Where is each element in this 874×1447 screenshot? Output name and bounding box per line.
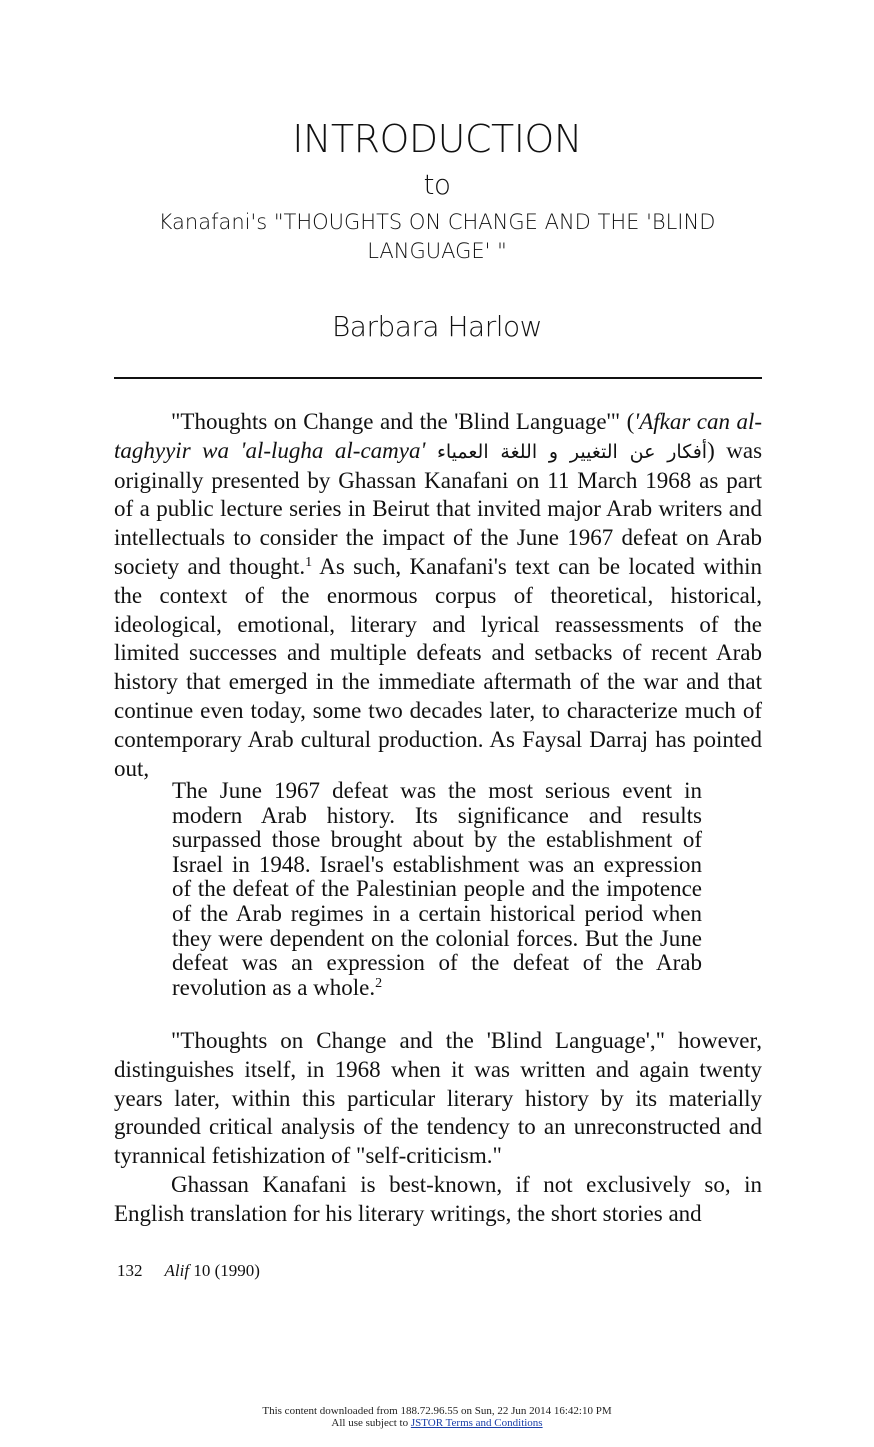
p1-open: "Thoughts on Change and the 'Blind Language'" ( xyxy=(171,409,635,434)
title-connector: to xyxy=(423,168,451,201)
p1-transliteration: 'Afkar can al-taghyyir wa 'al-lugha al-camya' xyxy=(114,409,762,463)
paragraphs-continued xyxy=(114,1027,762,1229)
page-number: 132 xyxy=(117,1261,143,1280)
paragraph-3: Ghassan Kanafani is best-known, if not exclusively so, in English translation for his literary writings, the short stories and xyxy=(114,1171,762,1226)
download-notice xyxy=(0,1405,874,1429)
journal-issue: 10 (1990) xyxy=(189,1261,260,1280)
p1-text-a: ) was originally presented by Ghassan Kanafani on 11 March 1968 as part of a public lecture series in Beirut that invited major Arab writers and intellectuals to consider the impact of the June 1967 defeat on Arab society and thought. xyxy=(114,437,763,579)
author-name: Barbara Harlow xyxy=(331,310,543,343)
terms-prefix: All use subject to xyxy=(331,1417,411,1429)
terms-line xyxy=(0,1417,874,1429)
paragraph-2: "Thoughts on Change and the 'Blind Language'," however, distinguishes itself, in 1968 when it was written and again twenty years later, within this particular literary history by its materially grounded critical analysis of the tendency to an unreconstructed and tyrannical fetishization of "self-criticism." xyxy=(114,1028,762,1169)
page-footer xyxy=(117,1261,260,1281)
journal-citation xyxy=(165,1261,260,1280)
title-divider xyxy=(114,377,762,379)
download-notice-line: This content downloaded from 188.72.96.55 on Sun, 22 Jun 2014 16:42:10 PM xyxy=(262,1405,612,1417)
article-title: INTRODUCTION xyxy=(292,117,582,161)
journal-name: Alif xyxy=(164,1261,190,1280)
footnote-ref-1[interactable]: 1 xyxy=(305,554,313,570)
quote-text: The June 1967 defeat was the most serious event in modern Arab history. Its significance and results surpassed those brought about by the establishment of Israel in 1948. Israel's establishment was an expression of the defeat of the Palestinian people and the impotence of the Arab regimes in a certain historical period when they were dependent on the colonial forces. But the June defeat was an expression of the defeat of the Arab revolution as a whole. xyxy=(172,778,702,1000)
p1-arabic-title: أفكار عن التغيير و اللغة العمياء xyxy=(436,440,708,463)
jstor-terms-link[interactable]: JSTOR Terms and Conditions xyxy=(410,1417,543,1429)
p1-text-b: As such, Kanafani's text can be located within the context of the enormous corpus of theoretical, historical, ideological, emotional, literary and lyrical reassessments of the limited successes and multiple defeats and setbacks of recent Arab history that emerged in the immediate aftermath of the war and that continue even today, some two decades later, to characterize much of contemporary Arab cultural production. As Faysal Darraj has pointed out, xyxy=(114,553,762,781)
footnote-ref-2[interactable]: 2 xyxy=(375,975,383,991)
article-subtitle: Kanafani's "THOUGHTS ON CHANGE AND THE 'BLIND LANGUAGE' " xyxy=(158,210,716,263)
paragraph-1 xyxy=(114,408,762,783)
block-quote xyxy=(172,779,702,1000)
